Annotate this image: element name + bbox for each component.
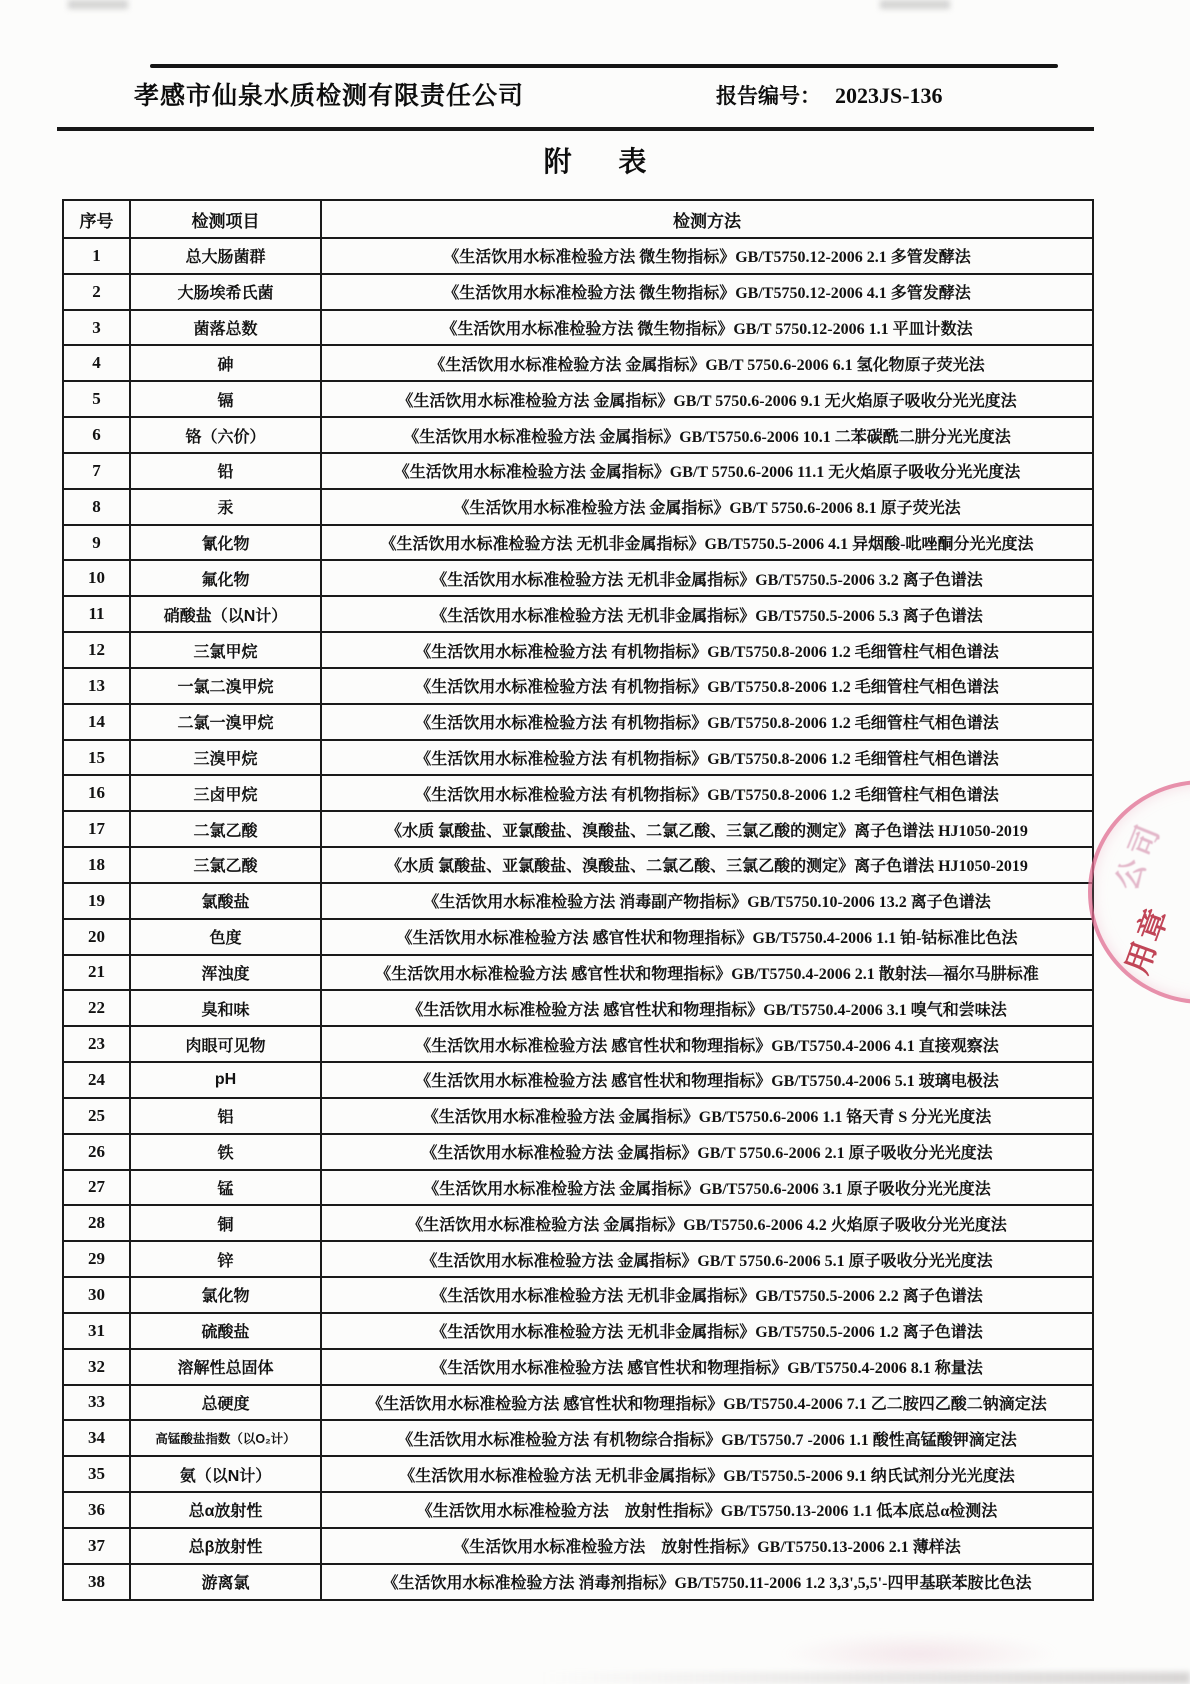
row-number: 26	[63, 1134, 130, 1170]
row-method: 《生活饮用水标准检验方法 金属指标》GB/T 5750.6-2006 8.1 原子荧光法	[321, 489, 1093, 525]
row-item: 铜	[130, 1205, 321, 1241]
row-method: 《生活饮用水标准检验方法 微生物指标》GB/T5750.12-2006 4.1 多管发酵法	[321, 274, 1093, 310]
row-number: 13	[63, 668, 130, 704]
row-number: 35	[63, 1456, 130, 1492]
row-number: 9	[63, 525, 130, 561]
row-number: 27	[63, 1170, 130, 1206]
row-item: 游离氯	[130, 1564, 321, 1600]
row-method: 《生活饮用水标准检验方法 感官性状和物理指标》GB/T5750.4-2006 2.1 散射法—福尔马肼标准	[321, 955, 1093, 991]
table-row	[63, 1528, 1093, 1564]
table-row	[63, 919, 1093, 955]
row-number: 3	[63, 310, 130, 346]
row-number: 5	[63, 381, 130, 417]
table-row	[63, 883, 1093, 919]
row-number: 28	[63, 1205, 130, 1241]
scan-smudge	[780, 1632, 1060, 1676]
row-item: 镉	[130, 381, 321, 417]
table-row	[63, 489, 1093, 525]
table-row	[63, 955, 1093, 991]
row-method: 《生活饮用水标准检验方法 金属指标》GB/T 5750.6-2006 5.1 原子吸收分光光度法	[321, 1241, 1093, 1277]
row-method: 《生活饮用水标准检验方法 有机物指标》GB/T5750.8-2006 1.2 毛细管柱气相色谱法	[321, 704, 1093, 740]
row-number: 25	[63, 1098, 130, 1134]
row-number: 12	[63, 632, 130, 668]
table-row	[63, 775, 1093, 811]
table-row	[63, 274, 1093, 310]
row-item: 二氯乙酸	[130, 811, 321, 847]
row-number: 32	[63, 1349, 130, 1385]
table-row	[63, 381, 1093, 417]
row-method: 《生活饮用水标准检验方法 金属指标》GB/T 5750.6-2006 11.1 无火焰原子吸收分光光度法	[321, 453, 1093, 489]
row-method: 《生活饮用水标准检验方法 金属指标》GB/T5750.6-2006 10.1 二苯碳酰二肼分光光度法	[321, 417, 1093, 453]
row-number: 7	[63, 453, 130, 489]
table-row	[63, 453, 1093, 489]
table-row	[63, 1420, 1093, 1456]
row-number: 1	[63, 238, 130, 274]
row-number: 18	[63, 847, 130, 883]
table-row	[63, 1564, 1093, 1600]
table-row	[63, 1134, 1093, 1170]
row-item: 二氯一溴甲烷	[130, 704, 321, 740]
row-method: 《水质 氯酸盐、亚氯酸盐、溴酸盐、二氯乙酸、三氯乙酸的测定》离子色谱法 HJ1050-2019	[321, 811, 1093, 847]
table-row	[63, 238, 1093, 274]
row-number: 36	[63, 1492, 130, 1528]
row-method: 《生活饮用水标准检验方法 金属指标》GB/T 5750.6-2006 9.1 无火焰原子吸收分光光度法	[321, 381, 1093, 417]
table-row	[63, 345, 1093, 381]
row-item: 肉眼可见物	[130, 1026, 321, 1062]
row-item: 锰	[130, 1170, 321, 1206]
table-row	[63, 668, 1093, 704]
row-method: 《生活饮用水标准检验方法 无机非金属指标》GB/T5750.5-2006 4.1 异烟酸-吡唑酮分光光度法	[321, 525, 1093, 561]
row-method: 《生活饮用水标准检验方法 有机物指标》GB/T5750.8-2006 1.2 毛细管柱气相色谱法	[321, 775, 1093, 811]
header-divider	[57, 127, 1094, 131]
row-method: 《生活饮用水标准检验方法 无机非金属指标》GB/T5750.5-2006 9.1 纳氏试剂分光光度法	[321, 1456, 1093, 1492]
row-item: 氯化物	[130, 1277, 321, 1313]
row-item: 三溴甲烷	[130, 740, 321, 776]
table-row	[63, 847, 1093, 883]
row-method: 《生活饮用水标准检验方法 无机非金属指标》GB/T5750.5-2006 1.2 离子色谱法	[321, 1313, 1093, 1349]
column-header-item: 检测项目	[130, 200, 321, 238]
row-item: 氟化物	[130, 560, 321, 596]
row-number: 24	[63, 1062, 130, 1098]
table-row	[63, 1205, 1093, 1241]
row-item: 浑浊度	[130, 955, 321, 991]
row-item: 溶解性总固体	[130, 1349, 321, 1385]
row-item: 臭和味	[130, 990, 321, 1026]
row-method: 《生活饮用水标准检验方法 有机物指标》GB/T5750.8-2006 1.2 毛细管柱气相色谱法	[321, 740, 1093, 776]
table-row	[63, 811, 1093, 847]
row-number: 37	[63, 1528, 130, 1564]
row-item: 锌	[130, 1241, 321, 1277]
scan-corner-mark-right	[880, 0, 950, 9]
row-method: 《生活饮用水标准检验方法 金属指标》GB/T5750.6-2006 1.1 铬天青 S 分光光度法	[321, 1098, 1093, 1134]
row-number: 38	[63, 1564, 130, 1600]
row-method: 《生活饮用水标准检验方法 感官性状和物理指标》GB/T5750.4-2006 3.1 嗅气和尝味法	[321, 990, 1093, 1026]
table-row	[63, 1313, 1093, 1349]
row-number: 31	[63, 1313, 130, 1349]
table-row	[63, 1277, 1093, 1313]
row-number: 34	[63, 1420, 130, 1456]
row-number: 21	[63, 955, 130, 991]
stamp-faint-text: 公司	[1110, 815, 1169, 895]
row-method: 《生活饮用水标准检验方法 放射性指标》GB/T5750.13-2006 2.1 薄样法	[321, 1528, 1093, 1564]
page-title: 附 表	[543, 146, 647, 177]
row-method: 《生活饮用水标准检验方法 金属指标》GB/T 5750.6-2006 2.1 原子吸收分光光度法	[321, 1134, 1093, 1170]
column-header-method: 检测方法	[321, 200, 1093, 238]
row-number: 11	[63, 596, 130, 632]
table-row	[63, 1062, 1093, 1098]
row-method: 《生活饮用水标准检验方法 消毒副产物指标》GB/T5750.10-2006 13.2 离子色谱法	[321, 883, 1093, 919]
row-number: 10	[63, 560, 130, 596]
table-row	[63, 417, 1093, 453]
row-item: 氯酸盐	[130, 883, 321, 919]
row-method: 《生活饮用水标准检验方法 无机非金属指标》GB/T5750.5-2006 2.2 离子色谱法	[321, 1277, 1093, 1313]
table-row	[63, 1492, 1093, 1528]
row-item: 汞	[130, 489, 321, 525]
row-item: 色度	[130, 919, 321, 955]
row-item: 三氯乙酸	[130, 847, 321, 883]
row-method: 《生活饮用水标准检验方法 微生物指标》GB/T5750.12-2006 2.1 多管发酵法	[321, 238, 1093, 274]
table-row	[63, 1026, 1093, 1062]
company-name: 孝感市仙泉水质检测有限责任公司	[134, 82, 525, 110]
table-row	[63, 704, 1093, 740]
row-item: 菌落总数	[130, 310, 321, 346]
row-number: 17	[63, 811, 130, 847]
row-item: 一氯二溴甲烷	[130, 668, 321, 704]
row-method: 《生活饮用水标准检验方法 金属指标》GB/T5750.6-2006 4.2 火焰原子吸收分光光度法	[321, 1205, 1093, 1241]
scan-edge-shadow	[540, 1672, 1190, 1684]
table-row	[63, 740, 1093, 776]
red-stamp	[1088, 780, 1190, 1004]
row-item: 氨（以N计）	[130, 1456, 321, 1492]
row-item: 氰化物	[130, 525, 321, 561]
row-number: 23	[63, 1026, 130, 1062]
row-item: 铁	[130, 1134, 321, 1170]
row-number: 20	[63, 919, 130, 955]
scan-corner-mark-left	[68, 0, 128, 9]
row-method: 《生活饮用水标准检验方法 感官性状和物理指标》GB/T5750.4-2006 1.1 铂-钴标准比色法	[321, 919, 1093, 955]
row-number: 29	[63, 1241, 130, 1277]
row-item: 三氯甲烷	[130, 632, 321, 668]
table-row	[63, 990, 1093, 1026]
row-method: 《生活饮用水标准检验方法 消毒剂指标》GB/T5750.11-2006 1.2 3,3',5,5'-四甲基联苯胺比色法	[321, 1564, 1093, 1600]
row-number: 15	[63, 740, 130, 776]
row-item: 高锰酸盐指数（以O₂计）	[130, 1420, 321, 1456]
row-item: 总大肠菌群	[130, 238, 321, 274]
table-row	[63, 1456, 1093, 1492]
table-body	[63, 238, 1093, 1600]
table-row	[63, 1241, 1093, 1277]
row-item: 大肠埃希氏菌	[130, 274, 321, 310]
row-item: 总硬度	[130, 1385, 321, 1421]
row-number: 33	[63, 1385, 130, 1421]
row-method: 《生活饮用水标准检验方法 金属指标》GB/T5750.6-2006 3.1 原子吸收分光光度法	[321, 1170, 1093, 1206]
table-row	[63, 1349, 1093, 1385]
row-item: 铝	[130, 1098, 321, 1134]
row-number: 6	[63, 417, 130, 453]
report-number-label: 报告编号：	[716, 85, 821, 108]
row-method: 《生活饮用水标准检验方法 有机物指标》GB/T5750.8-2006 1.2 毛细管柱气相色谱法	[321, 668, 1093, 704]
row-number: 14	[63, 704, 130, 740]
row-number: 2	[63, 274, 130, 310]
table-row	[63, 1098, 1093, 1134]
stamp-strong-text: 用章	[1119, 900, 1177, 979]
row-method: 《水质 氯酸盐、亚氯酸盐、溴酸盐、二氯乙酸、三氯乙酸的测定》离子色谱法 HJ1050-2019	[321, 847, 1093, 883]
report-number-value: 2023JS-136	[835, 83, 943, 108]
row-item: 硝酸盐（以N计）	[130, 596, 321, 632]
row-number: 30	[63, 1277, 130, 1313]
row-number: 8	[63, 489, 130, 525]
row-item: 铅	[130, 453, 321, 489]
row-item: 铬（六价）	[130, 417, 321, 453]
top-rule	[150, 64, 1058, 68]
table-row	[63, 596, 1093, 632]
row-method: 《生活饮用水标准检验方法 放射性指标》GB/T5750.13-2006 1.1 低本底总α检测法	[321, 1492, 1093, 1528]
row-item: 三卤甲烷	[130, 775, 321, 811]
table-row	[63, 1385, 1093, 1421]
row-number: 19	[63, 883, 130, 919]
row-item: 硫酸盐	[130, 1313, 321, 1349]
row-method: 《生活饮用水标准检验方法 感官性状和物理指标》GB/T5750.4-2006 5.1 玻璃电极法	[321, 1062, 1093, 1098]
row-method: 《生活饮用水标准检验方法 无机非金属指标》GB/T5750.5-2006 5.3 离子色谱法	[321, 596, 1093, 632]
row-item: 总α放射性	[130, 1492, 321, 1528]
table-row	[63, 310, 1093, 346]
row-number: 16	[63, 775, 130, 811]
test-methods-table	[62, 199, 1094, 1601]
row-item: 总β放射性	[130, 1528, 321, 1564]
row-method: 《生活饮用水标准检验方法 感官性状和物理指标》GB/T5750.4-2006 7.1 乙二胺四乙酸二钠滴定法	[321, 1385, 1093, 1421]
table-row	[63, 1170, 1093, 1206]
row-item: pH	[130, 1062, 321, 1098]
table-row	[63, 632, 1093, 668]
table-row	[63, 560, 1093, 596]
table-row	[63, 525, 1093, 561]
row-number: 22	[63, 990, 130, 1026]
row-method: 《生活饮用水标准检验方法 有机物指标》GB/T5750.8-2006 1.2 毛细管柱气相色谱法	[321, 632, 1093, 668]
table-header-row	[63, 200, 1093, 238]
row-method: 《生活饮用水标准检验方法 有机物综合指标》GB/T5750.7 -2006 1.1 酸性高锰酸钾滴定法	[321, 1420, 1093, 1456]
row-method: 《生活饮用水标准检验方法 微生物指标》GB/T 5750.12-2006 1.1 平皿计数法	[321, 310, 1093, 346]
column-header-no: 序号	[63, 200, 130, 238]
row-item: 砷	[130, 345, 321, 381]
row-method: 《生活饮用水标准检验方法 金属指标》GB/T 5750.6-2006 6.1 氢化物原子荧光法	[321, 345, 1093, 381]
row-method: 《生活饮用水标准检验方法 感官性状和物理指标》GB/T5750.4-2006 8.1 称量法	[321, 1349, 1093, 1385]
row-number: 4	[63, 345, 130, 381]
report-number-line	[716, 80, 943, 110]
row-method: 《生活饮用水标准检验方法 感官性状和物理指标》GB/T5750.4-2006 4.1 直接观察法	[321, 1026, 1093, 1062]
row-method: 《生活饮用水标准检验方法 无机非金属指标》GB/T5750.5-2006 3.2 离子色谱法	[321, 560, 1093, 596]
